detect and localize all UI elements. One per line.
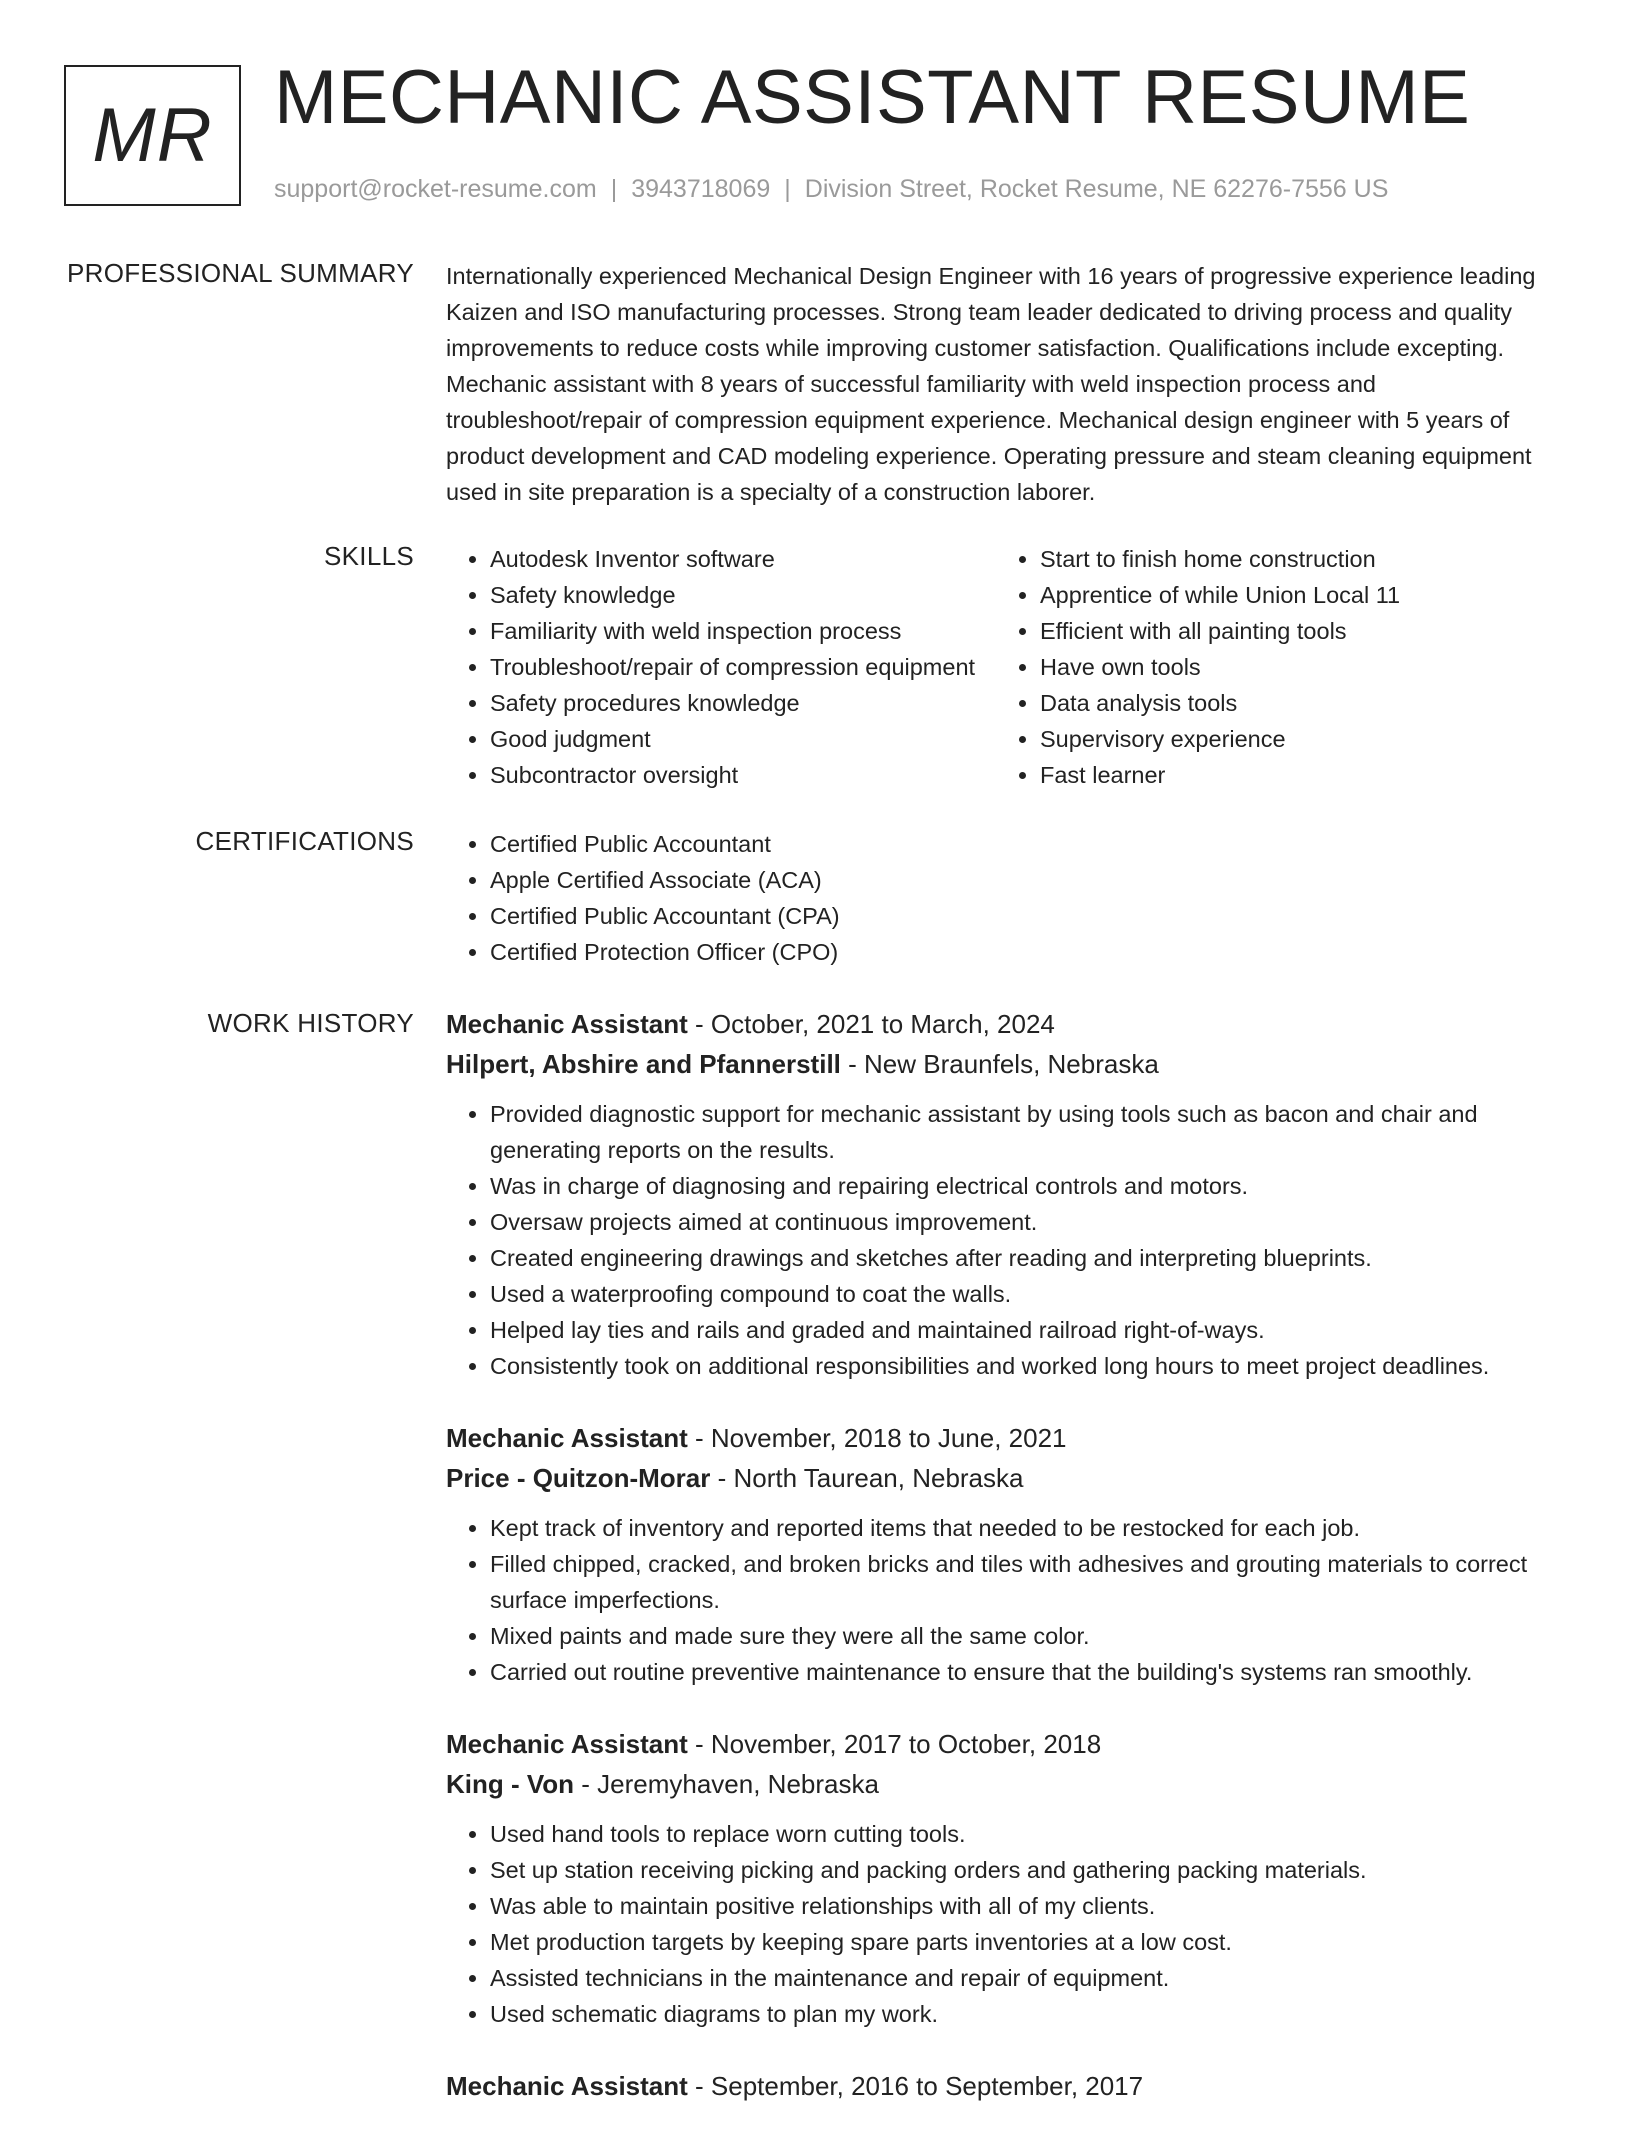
job-company: Hilpert, Abshire and Pfannerstill [446, 1049, 841, 1079]
job-bullet: • Oversaw projects aimed at continuous improvement. [490, 1204, 1566, 1240]
work-history-label: WORK HISTORY [207, 1008, 414, 1038]
job-company-line [446, 1458, 1566, 1498]
job-bullet: • Set up station receiving picking and packing orders and gathering packing materials. [490, 1852, 1566, 1888]
job-bullet: • Created engineering drawings and sketches after reading and interpreting blueprints. [490, 1240, 1566, 1276]
job-bullet: • Met production targets by keeping spare parts inventories at a low cost. [490, 1924, 1566, 1960]
contact-phone[interactable]: 3943718069 [631, 175, 771, 203]
contact-email[interactable]: support@rocket-resume.com [274, 175, 597, 203]
job-bullet: • Carried out routine preventive maintenance to ensure that the building's systems ran smoothly. [490, 1654, 1566, 1690]
job-entry [446, 1004, 1566, 1384]
job-bullet: • Consistently took on additional responsibilities and worked long hours to meet project deadlines. [490, 1348, 1566, 1384]
skill-item: • Good judgment [490, 721, 1050, 757]
certification-item: • Apple Certified Associate (ACA) [490, 862, 1566, 898]
job-bullet: • Kept track of inventory and reported items that needed to be restocked for each job. [490, 1510, 1566, 1546]
job-dates: - November, 2018 to June, 2021 [687, 1423, 1067, 1453]
summary-label: PROFESSIONAL SUMMARY [67, 258, 414, 288]
job-bullet: • Provided diagnostic support for mechanic assistant by using tools such as bacon and chair and generating reports on the results. [490, 1096, 1566, 1168]
certifications-list [446, 826, 1566, 970]
skill-item: • Apprentice of while Union Local 11 [1040, 577, 1600, 613]
certification-item: • Certified Public Accountant (CPA) [490, 898, 1566, 934]
job-bullet: • Was able to maintain positive relationships with all of my clients. [490, 1888, 1566, 1924]
skill-item: • Efficient with all painting tools [1040, 613, 1600, 649]
certifications-label: CERTIFICATIONS [195, 826, 414, 856]
job-bullets [446, 1096, 1566, 1384]
job-company-line [446, 1764, 1566, 1804]
job-dates: - October, 2021 to March, 2024 [687, 1009, 1055, 1039]
job-entry [446, 2066, 1566, 2106]
job-bullets [446, 1510, 1566, 1690]
job-dates: - November, 2017 to October, 2018 [687, 1729, 1102, 1759]
skill-item: • Safety knowledge [490, 577, 1050, 613]
job-bullet: • Assisted technicians in the maintenance and repair of equipment. [490, 1960, 1566, 1996]
skill-item: • Subcontractor oversight [490, 757, 1050, 793]
job-title-line [446, 1724, 1566, 1764]
job-title-line [446, 2066, 1566, 2106]
skill-item: • Safety procedures knowledge [490, 685, 1050, 721]
monogram: MR [64, 65, 241, 206]
certification-item: • Certified Protection Officer (CPO) [490, 934, 1566, 970]
job-bullets [446, 1816, 1566, 2032]
certification-item: • Certified Public Accountant [490, 826, 1566, 862]
contact-separator: | [610, 175, 618, 203]
job-bullet: • Mixed paints and made sure they were all the same color. [490, 1618, 1566, 1654]
job-bullet: • Filled chipped, cracked, and broken bricks and tiles with adhesives and grouting materials to correct surface imperfections. [490, 1546, 1566, 1618]
job-bullet: • Was in charge of diagnosing and repairing electrical controls and motors. [490, 1168, 1566, 1204]
job-dates: - September, 2016 to September, 2017 [687, 2071, 1144, 2101]
job-location: - New Braunfels, Nebraska [840, 1049, 1159, 1079]
job-company-line [446, 1044, 1566, 1084]
resume-title: MECHANIC ASSISTANT RESUME [274, 55, 1471, 140]
skills-label: SKILLS [324, 541, 414, 571]
contact-line [274, 175, 1388, 204]
job-title: Mechanic Assistant [446, 1423, 688, 1453]
job-title-line [446, 1418, 1566, 1458]
job-entry [446, 1724, 1566, 2032]
contact-separator: | [784, 175, 791, 203]
skill-item: • Have own tools [1040, 649, 1600, 685]
job-location: - North Taurean, Nebraska [710, 1463, 1024, 1493]
job-bullet: • Used a waterproofing compound to coat the walls. [490, 1276, 1566, 1312]
skill-item: • Data analysis tools [1040, 685, 1600, 721]
skills-list-right [996, 541, 1600, 793]
contact-address: Division Street, Rocket Resume, NE 62276-7556 US [804, 175, 1389, 203]
job-title: Mechanic Assistant [446, 2071, 688, 2101]
job-location: - Jeremyhaven, Nebraska [574, 1769, 879, 1799]
job-company: Price - Quitzon-Morar [446, 1463, 711, 1493]
skill-item: • Start to finish home construction [1040, 541, 1600, 577]
skills-list-left [446, 541, 1050, 793]
summary-text: Internationally experienced Mechanical Design Engineer with 16 years of progressive experience leading Kaizen and ISO manufacturing processes. Strong team leader dedicated to driving process and quality improvements to reduce costs while improving customer satisfaction. Qualifications include excepting. Mechanic assistant with 8 years of successful familiarity with weld inspection process and troubleshoot/repair of compression equipment experience. Mechanical design engineer with 5 years of product development and CAD modeling experience. Operating pressure and steam cleaning equipment used in site preparation is a specialty of a construction laborer. [446, 263, 1536, 505]
job-bullet: • Helped lay ties and rails and graded and maintained railroad right-of-ways. [490, 1312, 1566, 1348]
skill-item: • Fast learner [1040, 757, 1600, 793]
job-title: Mechanic Assistant [446, 1729, 688, 1759]
job-bullet: • Used hand tools to replace worn cutting tools. [490, 1816, 1566, 1852]
job-title-line [446, 1004, 1566, 1044]
job-bullet: • Used schematic diagrams to plan my work. [490, 1996, 1566, 2032]
job-company: King - Von [446, 1769, 575, 1799]
skill-item: • Troubleshoot/repair of compression equipment [490, 649, 1050, 685]
skill-item: • Familiarity with weld inspection process [490, 613, 1050, 649]
skill-item: • Autodesk Inventor software [490, 541, 1050, 577]
job-entry [446, 1418, 1566, 1690]
job-title: Mechanic Assistant [446, 1009, 688, 1039]
skill-item: • Supervisory experience [1040, 721, 1600, 757]
